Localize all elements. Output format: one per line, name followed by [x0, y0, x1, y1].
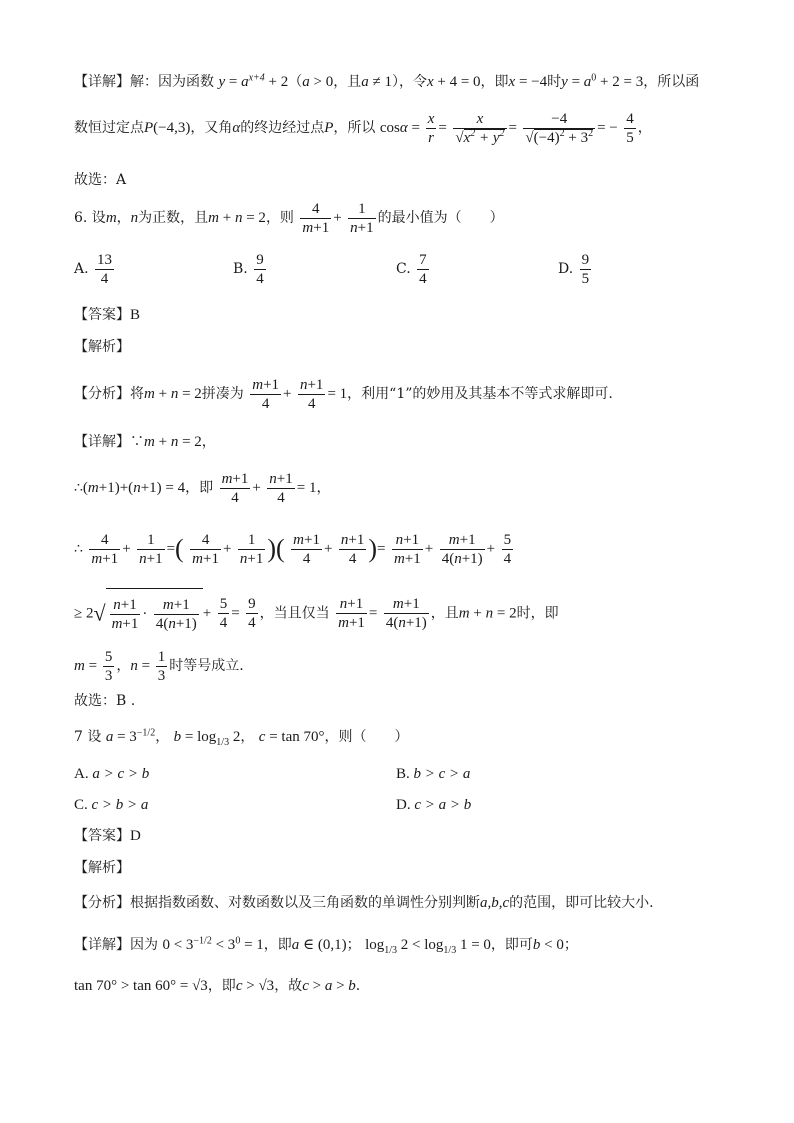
q6-stem: 6. 设m，n为正数，且m + n = 2，则 $\frac{4}{m+1}$ + $\frac{1}{n+1}$ 的最小值为（ ） [74, 200, 504, 236]
q6-detail-line-5: m = $\frac{5}{3}$ ，n = $\frac{1}{3}$ 时等号成立. [74, 648, 244, 684]
fraction: $\frac{-4}{√(-4)^2 + 3^2}$ [525, 110, 594, 146]
formula: y [218, 74, 226, 90]
q5-detail-line-1: 【详解】解：因为函数 $y = a^{x+4} + 2(a > 0$，且a ≠ 1），令x + 4 = 0，即x = −4时$y = a^0 + 2 = 3$，所以函 [74, 72, 700, 90]
q7-answer: 【答案】D [74, 828, 141, 844]
q5-choice: 故选：A [74, 172, 127, 188]
q7-fenxi: 【分析】根据指数函数、对数函数以及三角函数的单调性分别判断a,b,c的范围，即可比较大小. [74, 895, 654, 911]
q7-detail-line-2: tan 70° > tan 60° = √3，即c > √3，故c > a > b. [74, 978, 361, 994]
q5-detail-line-2: 数恒过定点P(−4,3)，又角α的终边经过点P，所以 cosα = $\frac{x}{r}$ = $\frac{x}{√x^2 + y^2}$ = $\frac{-4}{√(-4)^2 + 3^2}$ = − $\frac{4}{5}$ ， [74, 110, 652, 146]
q7-analysis-tag: 【解析】 [74, 860, 130, 876]
q7-stem: 7 设 $a = 3^{-1/2}$， $b = \log_{1/3} 2$， c = tan 70°，则（ ） [74, 727, 409, 748]
q7-option-b[interactable]: B. b > c > a [396, 766, 471, 782]
q6-option-d[interactable]: D. $\frac{9}{5}$ [558, 251, 590, 287]
q6-detail-line-1: 【详解】∵m + n = 2， [74, 434, 216, 450]
q7-option-d[interactable]: D. c > a > b [396, 797, 472, 813]
q6-analysis-tag: 【解析】 [74, 339, 130, 355]
detail-tag: 【详解】 [74, 74, 130, 90]
q6-option-c[interactable]: C. $\frac{7}{4}$ [396, 251, 427, 287]
fraction: $\frac{x}{r}$ [427, 110, 435, 146]
q6-option-b[interactable]: B. $\frac{9}{4}$ [233, 251, 264, 287]
fraction: $\frac{x}{√x^2 + y^2}$ [455, 110, 505, 146]
q7-option-a[interactable]: A. a > c > b [74, 766, 150, 782]
q6-answer: 【答案】B [74, 307, 141, 323]
q6-choice: 故选：B . [74, 693, 136, 709]
q7-detail-line-1: 【详解】因为 $0 < 3^{-1/2} < 3^0 = 1$，即a ∈ (0,1)； $\log_{1/3} 2 < \log_{1/3} 1 = 0$，即可b < 0； [74, 935, 578, 956]
q6-detail-line-3: ∴ $\frac{4}{m+1}$ + $\frac{1}{n+1}$ =( $\frac{4}{m+1}$ + $\frac{1}{n+1}$ )( $\frac{m+1}{4}$ + $\frac{n+1}{4}$ )= $\frac{n+1}{m+1}$ + $\frac{m+1}{4(n+1)}$ + $\frac{5}{4}$ [74, 531, 512, 567]
q6-fenxi: 【分析】将m + n = 2拼凑为 $\frac{m+1}{4}$ + $\frac{n+1}{4}$ = 1，利用“1”的妙用及其基本不等式求解即可. [74, 376, 613, 412]
fraction: $\frac{4}{5}$ [626, 110, 634, 146]
q6-detail-line-4: ≥ 2√ $\frac{n+1}{m+1}$ · $\frac{m+1}{4(n+1)}$ + $\frac{5}{4}$ = $\frac{9}{4}$ ，当且仅当 $\frac{n+1}{m+1}$ = $\frac{m+1}{4(n+1)}$ ，且m + n = 2时，即 [74, 588, 559, 639]
q6-detail-line-2: ∴(m+1)+(n+1) = 4，即 $\frac{m+1}{4}$ + $\frac{n+1}{4}$ = 1， [74, 470, 331, 506]
q6-option-a[interactable]: A. $\frac{13}{4}$ [74, 251, 113, 287]
q7-option-c[interactable]: C. c > b > a [74, 797, 149, 813]
